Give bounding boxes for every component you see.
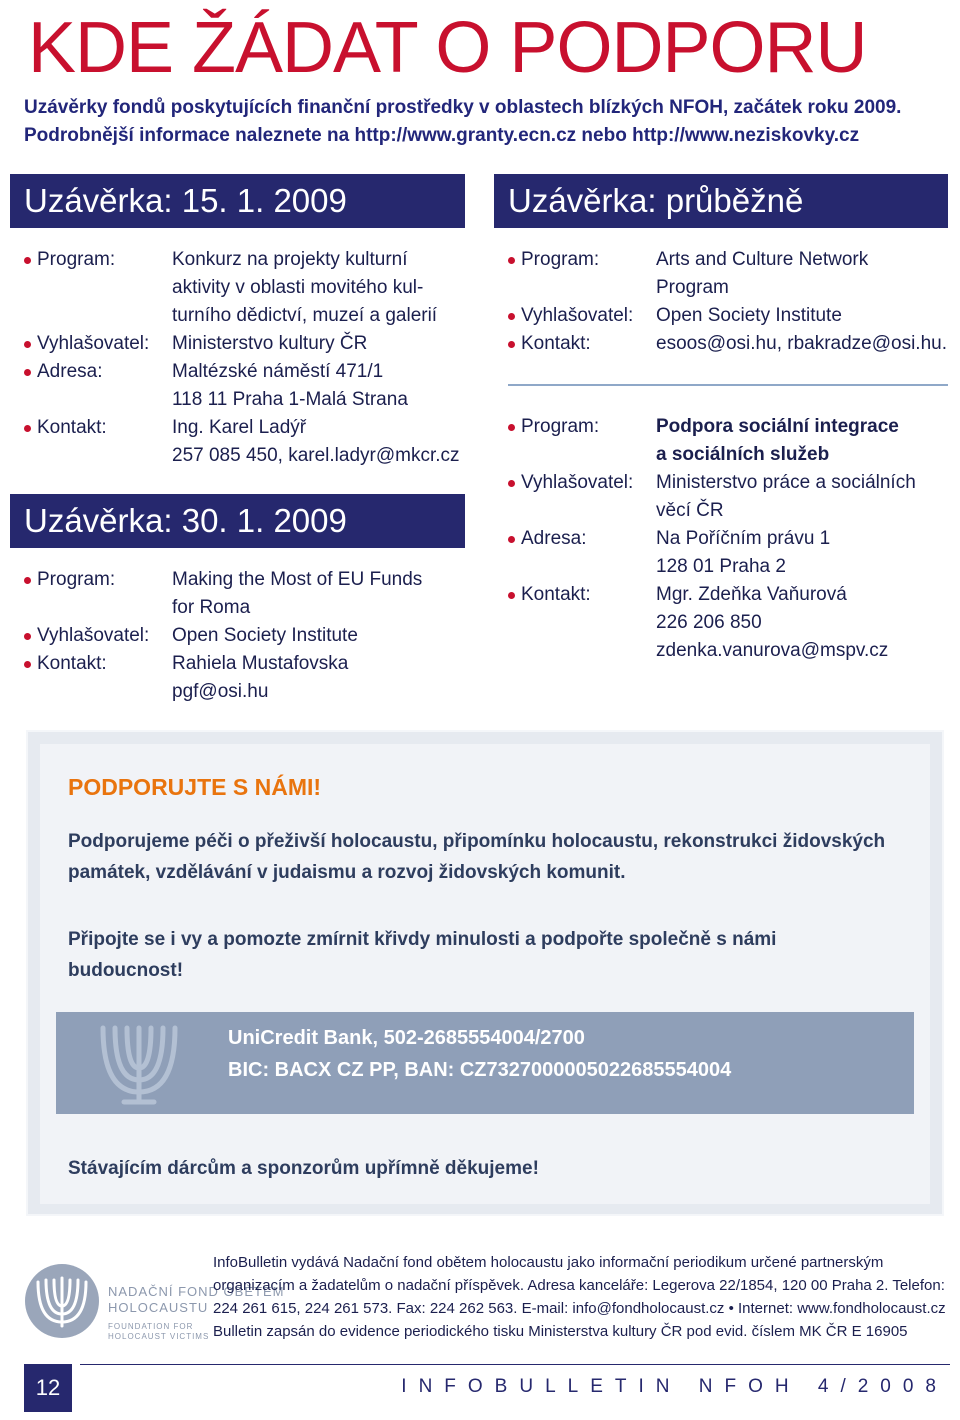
deadline-heading-3: Uzávěrka: průběžně	[494, 174, 948, 228]
kontakt-value: esoos@osi.hu, rbakradze@osi.hu.	[656, 333, 948, 354]
label-kontakt: Kontakt:	[37, 417, 107, 438]
entry-row-kontakt	[508, 581, 953, 665]
vyhlasovatel-value: Ministerstvo kultury ČR	[172, 333, 368, 354]
program-value: Podpora sociální integrace a sociálních služeb	[656, 416, 899, 465]
bank-details-box	[56, 1012, 914, 1114]
adresa-value: Maltézské náměstí 471/1 118 11 Praha 1-Malá Strana	[172, 361, 408, 410]
deadline-3-entry-1	[508, 246, 953, 358]
label-vyhlasovatel: Vyhlašovatel:	[521, 305, 634, 326]
entry-row-program	[508, 246, 953, 302]
support-paragraph-1: Podporujeme péči o přeživší holocaustu, připomínku holocaustu, rekonstrukci židovských památek, vzdělávání v judaismu a rozvoj židovských komunit.	[68, 831, 886, 883]
bank-codes: BIC: BACX CZ PP, BAN: CZ7327000005022685554004	[228, 1059, 732, 1081]
deadline-3-entry-2	[508, 413, 953, 665]
entry-row-program	[508, 413, 953, 469]
entry-row-kontakt	[508, 330, 953, 358]
vyhlasovatel-value: Ministerstvo práce a sociálních věcí ČR	[656, 472, 916, 521]
label-kontakt: Kontakt:	[521, 333, 591, 354]
deadline-heading-1: Uzávěrka: 15. 1. 2009	[10, 174, 465, 228]
bullet-icon	[24, 425, 31, 432]
bullet-icon	[508, 313, 515, 320]
entry-row-vyhlasovatel	[508, 302, 953, 330]
entry-row-program	[24, 246, 474, 330]
entry-row-program	[24, 566, 474, 622]
foundation-logo	[22, 1256, 285, 1346]
footer-rule	[80, 1364, 950, 1365]
deadline-heading-2: Uzávěrka: 30. 1. 2009	[10, 494, 465, 548]
colophon: InfoBulletin vydává Nadační fond obětem holocaustu jako informační periodikum určené partnerským organizacím a žadatelům o nadační příspěvek. Adresa kanceláře: Legerova 22/1854, 120 00 Praha 2. Telefon: 224 261 615, 224 261 573. Fax: 224 262 563. E-mail: info@fondholocaust.cz • Internet: www.fondholocaust.cz Bulletin zapsán do evidence periodického tisku Ministerstva kultury ČR pod evid. číslem MK ČR E 16905	[213, 1254, 946, 1340]
page-title: KDE ŽÁDAT O PODPORU	[28, 8, 867, 88]
kontakt-value: Ing. Karel Ladýř 257 085 450, karel.ladyr@mkcr.cz	[172, 417, 460, 466]
support-banner	[26, 730, 944, 1216]
program-value: Konkurz na projekty kulturní aktivity v oblasti movitého kul- turního dědictví, muzeí a galerií	[172, 249, 438, 326]
section-divider	[508, 384, 948, 386]
logo-emblem-icon	[22, 1256, 102, 1346]
label-program: Program:	[521, 416, 600, 437]
label-kontakt: Kontakt:	[37, 653, 107, 674]
label-vyhlasovatel: Vyhlašovatel:	[37, 625, 150, 646]
vyhlasovatel-value: Open Society Institute	[656, 305, 842, 326]
label-program: Program:	[37, 569, 116, 590]
page-number: 12	[24, 1364, 72, 1412]
bullet-icon	[508, 257, 515, 264]
label-program: Program:	[521, 249, 600, 270]
adresa-value: Na Poříčním právu 1 128 01 Praha 2	[656, 528, 831, 577]
bullet-icon	[24, 369, 31, 376]
label-adresa: Adresa:	[521, 528, 587, 549]
logo-text: NADAČNÍ FOND OBĚTEM HOLOCAUSTU FOUNDATION FOR HOLOCAUST VICTIMS	[108, 1284, 285, 1341]
intro-line-2: Podrobnější informace naleznete na http://www.granty.ecn.cz nebo http://www.neziskovky.cz	[24, 125, 860, 146]
label-program: Program:	[37, 249, 116, 270]
bullet-icon	[24, 633, 31, 640]
entry-row-vyhlasovatel	[508, 469, 953, 525]
bullet-icon	[508, 592, 515, 599]
support-banner-panel	[40, 744, 930, 1204]
bullet-icon	[508, 424, 515, 431]
menorah-icon	[64, 1020, 214, 1110]
bullet-icon	[24, 577, 31, 584]
bank-account: UniCredit Bank, 502-2685554004/2700	[228, 1027, 585, 1049]
bullet-icon	[24, 257, 31, 264]
label-kontakt: Kontakt:	[521, 584, 591, 605]
support-paragraph-2: Připojte se i vy a pomozte zmírnit křivdy minulosti a podpořte společně s námi budoucnost!	[68, 929, 777, 981]
label-adresa: Adresa:	[37, 361, 103, 382]
program-value: Arts and Culture Network Program	[656, 249, 869, 298]
bullet-icon	[508, 480, 515, 487]
entry-row-kontakt	[24, 650, 474, 706]
thanks-note: Stávajícím dárcům a sponzorům upřímně děkujeme!	[68, 1158, 539, 1179]
bullet-icon	[508, 341, 515, 348]
support-title: PODPORUJTE S NÁMI!	[68, 774, 322, 800]
entry-row-kontakt	[24, 414, 474, 470]
bullet-icon	[24, 341, 31, 348]
bullet-icon	[24, 661, 31, 668]
label-vyhlasovatel: Vyhlašovatel:	[521, 472, 634, 493]
label-vyhlasovatel: Vyhlašovatel:	[37, 333, 150, 354]
entry-row-adresa	[24, 358, 474, 414]
program-value: Making the Most of EU Funds for Roma	[172, 569, 423, 618]
bank-text	[228, 1022, 731, 1086]
kontakt-value: Mgr. Zdeňka Vaňurová 226 206 850 zdenka.vanurova@mspv.cz	[656, 584, 889, 661]
entry-row-vyhlasovatel	[24, 622, 474, 650]
entry-row-adresa	[508, 525, 953, 581]
kontakt-value: Rahiela Mustafovska pgf@osi.hu	[172, 653, 349, 702]
intro-line-1: Uzávěrky fondů poskytujících finanční prostředky v oblastech blízkých NFOH, začátek roku 2009.	[24, 97, 902, 118]
deadline-1-entries	[24, 246, 474, 470]
entry-row-vyhlasovatel	[24, 330, 474, 358]
intro	[24, 94, 901, 150]
vyhlasovatel-value: Open Society Institute	[172, 625, 358, 646]
footer-brand: INFOBULLETIN NFOH 4/2008	[401, 1376, 948, 1397]
deadline-2-entries	[24, 566, 474, 706]
bullet-icon	[508, 536, 515, 543]
